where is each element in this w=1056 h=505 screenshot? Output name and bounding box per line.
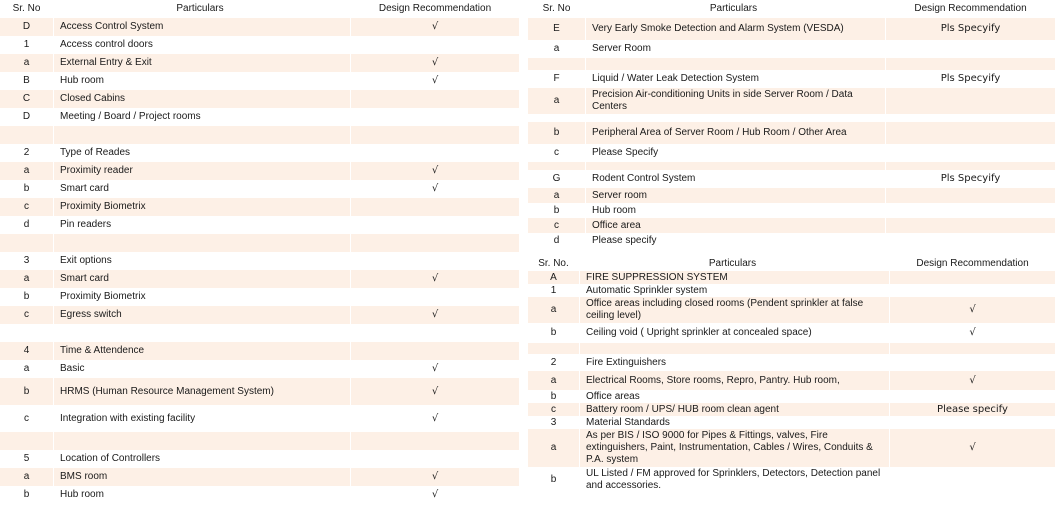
table-row [0, 450, 520, 468]
table-row [528, 58, 1056, 70]
particulars-cell: Very Early Smoke Detection and Alarm System (VESDA) [586, 18, 886, 40]
sr-no-cell: B [0, 72, 54, 90]
sr-no-cell [528, 343, 580, 354]
sr-no-cell: F [528, 70, 586, 88]
table-row [528, 88, 1056, 114]
table-row [528, 70, 1056, 88]
particulars-cell: Hub room [586, 203, 886, 218]
particulars-cell: Integration with existing facility [54, 405, 351, 432]
table-row [528, 343, 1056, 354]
sr-no-cell: b [0, 378, 54, 405]
particulars-cell [586, 58, 886, 70]
sr-no-cell: D [0, 18, 54, 36]
sr-no-cell [528, 114, 586, 122]
table-row [0, 216, 520, 234]
table-row [528, 218, 1056, 233]
sr-no-cell: 4 [0, 342, 54, 360]
table-row [528, 114, 1056, 122]
particulars-cell: Rodent Control System [586, 170, 886, 188]
table-row [0, 18, 520, 36]
particulars-cell: HRMS (Human Resource Management System) [54, 378, 351, 405]
table-row [528, 188, 1056, 203]
recommendation-cell [351, 216, 520, 234]
recommendation-cell [886, 203, 1056, 218]
header-particulars: Particulars [580, 256, 890, 271]
table-row [0, 288, 520, 306]
sr-no-cell: d [528, 233, 586, 248]
particulars-cell [586, 162, 886, 170]
header-sr-no: Sr. No. [528, 256, 580, 271]
sr-no-cell: a [528, 40, 586, 58]
table-row [528, 162, 1056, 170]
table-row [0, 270, 520, 288]
particulars-cell: Peripheral Area of Server Room / Hub Room / Other Area [586, 122, 886, 144]
particulars-cell: Office areas including closed rooms (Pendent sprinkler at false ceiling level) [580, 297, 890, 323]
recommendation-cell: Please specify [890, 403, 1056, 416]
sr-no-cell [0, 324, 54, 342]
table-row [0, 378, 520, 405]
access-control-table [0, 0, 520, 504]
table-row [0, 90, 520, 108]
particulars-cell: Precision Air-conditioning Units in side Server Room / Data Centers [586, 88, 886, 114]
sr-no-cell: 3 [528, 416, 580, 429]
particulars-cell: Access Control System [54, 18, 351, 36]
table-row [528, 40, 1056, 58]
table-row [0, 360, 520, 378]
recommendation-cell: √ [890, 297, 1056, 323]
table-row [528, 323, 1056, 343]
header-particulars: Particulars [54, 0, 351, 18]
sr-no-cell: a [0, 270, 54, 288]
particulars-cell: Please specify [586, 233, 886, 248]
recommendation-cell [890, 284, 1056, 297]
header-design-recommendation: Design Recommendation [886, 0, 1056, 18]
particulars-cell: Server Room [586, 40, 886, 58]
recommendation-cell: √ [351, 270, 520, 288]
recommendation-cell [351, 324, 520, 342]
sr-no-cell [0, 126, 54, 144]
recommendation-cell [886, 40, 1056, 58]
sr-no-cell [0, 234, 54, 252]
recommendation-cell: √ [890, 429, 1056, 467]
recommendation-cell [886, 188, 1056, 203]
particulars-cell: Material Standards [580, 416, 890, 429]
recommendation-cell [886, 144, 1056, 162]
particulars-cell: Pin readers [54, 216, 351, 234]
recommendation-cell [351, 198, 520, 216]
recommendation-cell: √ [351, 162, 520, 180]
table-row [528, 170, 1056, 188]
particulars-cell [586, 114, 886, 122]
table-header [528, 256, 1056, 271]
fire-suppression-table [528, 256, 1056, 493]
recommendation-cell [886, 114, 1056, 122]
particulars-cell: Access control doors [54, 36, 351, 54]
table-row [0, 126, 520, 144]
recommendation-cell [886, 88, 1056, 114]
particulars-cell: Office areas [580, 390, 890, 403]
table-row [0, 486, 520, 504]
sr-no-cell [528, 58, 586, 70]
table-row [528, 144, 1056, 162]
recommendation-cell [890, 467, 1056, 493]
table-row [528, 371, 1056, 390]
recommendation-cell: √ [351, 405, 520, 432]
table-row [528, 403, 1056, 416]
sr-no-cell: c [528, 218, 586, 233]
table-row [0, 432, 520, 450]
recommendation-cell: Pls Specyify [886, 170, 1056, 188]
sr-no-cell: a [528, 371, 580, 390]
particulars-cell: Please Specify [586, 144, 886, 162]
table-header [0, 0, 520, 18]
sr-no-cell: a [0, 360, 54, 378]
particulars-cell [580, 343, 890, 354]
sr-no-cell: b [528, 467, 580, 493]
particulars-cell: Ceiling void ( Upright sprinkler at concealed space) [580, 323, 890, 343]
header-design-recommendation: Design Recommendation [890, 256, 1056, 271]
table-header [528, 0, 1056, 18]
sr-no-cell: a [0, 468, 54, 486]
table-row [528, 467, 1056, 493]
sr-no-cell: 2 [0, 144, 54, 162]
table-row [0, 144, 520, 162]
sr-no-cell [0, 432, 54, 450]
sr-no-cell: b [0, 486, 54, 504]
particulars-cell: Automatic Sprinkler system [580, 284, 890, 297]
table-row [0, 468, 520, 486]
recommendation-cell [886, 58, 1056, 70]
recommendation-cell [351, 288, 520, 306]
recommendation-cell: √ [351, 378, 520, 405]
sr-no-cell: 1 [0, 36, 54, 54]
table-row [528, 416, 1056, 429]
table-row [0, 234, 520, 252]
particulars-cell [54, 324, 351, 342]
recommendation-cell: √ [351, 306, 520, 324]
recommendation-cell: √ [351, 54, 520, 72]
particulars-cell: Server room [586, 188, 886, 203]
particulars-cell: Type of Reades [54, 144, 351, 162]
recommendation-cell [351, 144, 520, 162]
recommendation-cell [351, 36, 520, 54]
recommendation-cell [886, 218, 1056, 233]
recommendation-cell: √ [351, 360, 520, 378]
particulars-cell: Meeting / Board / Project rooms [54, 108, 351, 126]
recommendation-cell: √ [351, 486, 520, 504]
table-row [528, 429, 1056, 467]
sr-no-cell: a [528, 188, 586, 203]
table-row [528, 18, 1056, 40]
particulars-cell: Basic [54, 360, 351, 378]
recommendation-cell [351, 252, 520, 270]
particulars-cell: Egress switch [54, 306, 351, 324]
recommendation-cell [351, 108, 520, 126]
sr-no-cell: b [0, 180, 54, 198]
sr-no-cell: c [0, 198, 54, 216]
recommendation-cell: √ [351, 72, 520, 90]
particulars-cell: Fire Extinguishers [580, 354, 890, 371]
particulars-cell [54, 234, 351, 252]
particulars-cell [54, 432, 351, 450]
sr-no-cell: b [528, 203, 586, 218]
recommendation-cell [886, 233, 1056, 248]
particulars-cell: Exit options [54, 252, 351, 270]
table-row [528, 297, 1056, 323]
sr-no-cell: a [528, 88, 586, 114]
particulars-cell: Closed Cabins [54, 90, 351, 108]
particulars-cell: Smart card [54, 270, 351, 288]
recommendation-cell [890, 354, 1056, 371]
sr-no-cell: c [528, 144, 586, 162]
recommendation-cell [886, 122, 1056, 144]
sr-no-cell: b [528, 390, 580, 403]
table-row [528, 284, 1056, 297]
recommendation-cell: √ [890, 323, 1056, 343]
particulars-cell: Location of Controllers [54, 450, 351, 468]
sr-no-cell: a [528, 429, 580, 467]
particulars-cell: Hub room [54, 72, 351, 90]
particulars-cell [54, 126, 351, 144]
sr-no-cell: c [0, 405, 54, 432]
sr-no-cell: a [0, 162, 54, 180]
recommendation-cell [351, 432, 520, 450]
sr-no-cell: C [0, 90, 54, 108]
sr-no-cell: A [528, 271, 580, 284]
sr-no-cell: a [528, 297, 580, 323]
recommendation-cell: √ [890, 371, 1056, 390]
table-row [528, 203, 1056, 218]
sr-no-cell: 2 [528, 354, 580, 371]
particulars-cell: FIRE SUPPRESSION SYSTEM [580, 271, 890, 284]
table-row [0, 108, 520, 126]
table-row [0, 54, 520, 72]
particulars-cell: Proximity Biometrix [54, 198, 351, 216]
recommendation-cell [351, 450, 520, 468]
table-row [0, 72, 520, 90]
particulars-cell: As per BIS / ISO 9000 for Pipes & Fittings, valves, Fire extinguishers, Paint, Instrumentation, Cables / Wires, Conduits & P.A. system [580, 429, 890, 467]
recommendation-cell [886, 162, 1056, 170]
sr-no-cell: c [528, 403, 580, 416]
recommendation-cell [890, 390, 1056, 403]
sr-no-cell: E [528, 18, 586, 40]
particulars-cell: Office area [586, 218, 886, 233]
particulars-cell: Liquid / Water Leak Detection System [586, 70, 886, 88]
sr-no-cell [528, 162, 586, 170]
particulars-cell: Hub room [54, 486, 351, 504]
particulars-cell: Time & Attendence [54, 342, 351, 360]
recommendation-cell: Pls Specyify [886, 18, 1056, 40]
sr-no-cell: b [528, 122, 586, 144]
sr-no-cell: 5 [0, 450, 54, 468]
sr-no-cell: c [0, 306, 54, 324]
particulars-cell: Proximity Biometrix [54, 288, 351, 306]
table-row [528, 390, 1056, 403]
table-row [0, 252, 520, 270]
particulars-cell: External Entry & Exit [54, 54, 351, 72]
recommendation-cell [351, 342, 520, 360]
table-row [0, 162, 520, 180]
recommendation-cell [351, 90, 520, 108]
table-row [0, 342, 520, 360]
recommendation-cell: Pls Specyify [886, 70, 1056, 88]
particulars-cell: BMS room [54, 468, 351, 486]
recommendation-cell [890, 271, 1056, 284]
recommendation-cell [890, 343, 1056, 354]
sr-no-cell: 1 [528, 284, 580, 297]
table-row [528, 233, 1056, 248]
particulars-cell: Battery room / UPS/ HUB room clean agent [580, 403, 890, 416]
header-design-recommendation: Design Recommendation [351, 0, 520, 18]
sr-no-cell: 3 [0, 252, 54, 270]
particulars-cell: Proximity reader [54, 162, 351, 180]
table-row [0, 324, 520, 342]
sr-no-cell: b [528, 323, 580, 343]
table-row [528, 354, 1056, 371]
particulars-cell: Electrical Rooms, Store rooms, Repro, Pantry. Hub room, [580, 371, 890, 390]
recommendation-cell [890, 416, 1056, 429]
recommendation-cell: √ [351, 180, 520, 198]
table-row [528, 271, 1056, 284]
header-particulars: Particulars [586, 0, 886, 18]
recommendation-cell [351, 234, 520, 252]
detection-systems-table [528, 0, 1056, 248]
recommendation-cell [351, 126, 520, 144]
table-row [0, 306, 520, 324]
table-row [0, 36, 520, 54]
recommendation-cell: √ [351, 18, 520, 36]
sr-no-cell: d [0, 216, 54, 234]
particulars-cell: Smart card [54, 180, 351, 198]
sr-no-cell: b [0, 288, 54, 306]
particulars-cell: UL Listed / FM approved for Sprinklers, Detectors, Detection panel and accessories. [580, 467, 890, 493]
header-sr-no: Sr. No [0, 0, 54, 18]
table-row [0, 198, 520, 216]
sr-no-cell: D [0, 108, 54, 126]
header-sr-no: Sr. No [528, 0, 586, 18]
table-row [528, 122, 1056, 144]
table-row [0, 405, 520, 432]
recommendation-cell: √ [351, 468, 520, 486]
sr-no-cell: a [0, 54, 54, 72]
sr-no-cell: G [528, 170, 586, 188]
table-row [0, 180, 520, 198]
